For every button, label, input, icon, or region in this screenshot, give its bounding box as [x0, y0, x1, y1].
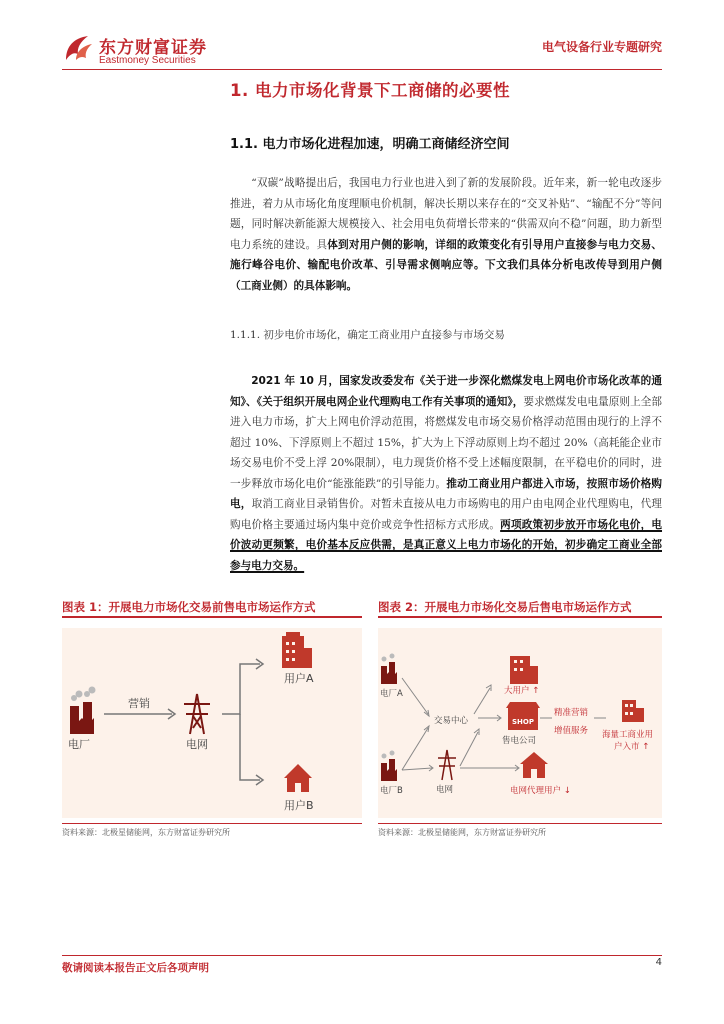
figure-1-source: 资料来源：北极星储能网，东方财富证券研究所: [62, 828, 230, 837]
big-user-building-icon: [510, 656, 538, 684]
power-plant-a-icon: [381, 654, 397, 685]
branch-arrows: [222, 659, 263, 785]
house-icon: [284, 764, 312, 792]
paragraph-1: [230, 173, 662, 296]
figure-2-mass-users-line2: 户入市 ↑: [614, 742, 650, 752]
logo-text-cn: 东方财富证券: [99, 38, 207, 58]
figure-1-title: 图表 1：开展电力市场化交易前售电市场运作方式: [62, 600, 316, 614]
paragraph-2-bold-3: 两项政策初步放开市场化电价，电价波动更频繁，电价基本反应供需，是真正意义上电力市场化的开始，初步确定工商业全部参与电力交易。: [230, 518, 663, 572]
mass-users-building-icon: [622, 700, 644, 722]
figure-2-mass-users-line1: 海量工商业用: [602, 730, 654, 740]
subsection-title: 1.1.1. 初步电价市场化，确定工商业用户直接参与市场交易: [230, 329, 505, 341]
paragraph-2-bold-1: 2021 年 10 月，国家发改委发布《关于进一步深化燃煤发电上网电价市场化改革的通知》、《关于组织开展电网企业代理购电工作有关事项的通知》，: [230, 375, 662, 408]
grid-tower-icon: [184, 694, 210, 734]
grid-tower-icon: [438, 750, 456, 780]
figure-1-user-b-label: 用户B: [284, 799, 314, 812]
figure-1-rule: [62, 616, 362, 618]
figure-2-sales-company-label: 售电公司: [502, 736, 537, 746]
section-subtitle: 1.1. 电力市场化进程加速，明确工商储经济空间: [230, 137, 510, 152]
figure-1-plant-label: 电厂: [68, 738, 90, 751]
figure-2-value-added-label: 增值服务: [554, 726, 589, 736]
paragraph-2-bold-2: 推动工商业用户都进入市场，按照市场价格购电，: [230, 477, 662, 510]
paragraph-1-normal: “双碳”战略提出后，我国电力行业也进入到了新的发展阶段。近年来，新一轮电改逐步推进，着力从市场化角度理顺电价机制，解决长期以来存在的“交叉补贴”、“输配不分”等问题，同时解决新能源大规模接入、社会用电负荷增长带来的“供需双向不稳”问题，助力新型电力系统的建设。具: [230, 177, 662, 251]
paragraph-2: [230, 371, 662, 576]
figure-2-agent-users-label: 电网代理用户 ↓: [510, 786, 571, 796]
figure-1-canvas: [62, 628, 362, 818]
paragraph-1-bold: 体到对用户侧的影响，详细的政策变化有引导用户直接参与电力交易、施行峰谷电价、输配电价改革、引导需求侧响应等。下文我们具体分析电改传导到用户侧（工商业侧）的具体影响。: [230, 238, 662, 292]
eastmoney-logo-icon: [62, 34, 96, 62]
report-type: 电气设备行业专题研究: [541, 40, 662, 54]
figure-2-source: 资料来源：北极星储能网，东方财富证券研究所: [378, 828, 546, 837]
figure-2-precise-marketing-label: 精准营销: [554, 708, 589, 718]
paragraph-2-normal-2: 取消工商业目录销售价。对暂未直接从电力市场购电的用户由电网企业代理购电，代理购电价格主要通过场内集中竞价或竞争性招标方式形成。: [230, 498, 663, 531]
power-plant-icon: [70, 687, 96, 735]
figure-1-source-rule: [62, 823, 362, 824]
figure-1-diagram: [62, 628, 362, 818]
figure-2-plant-b-label: 电厂B: [380, 786, 403, 796]
section-title: 1. 电力市场化背景下工商储的必要性: [230, 81, 510, 100]
figure-1-user-a-label: 用户A: [284, 672, 314, 685]
figure-2-title: 图表 2：开展电力市场化交易后售电市场运作方式: [378, 600, 632, 614]
figure-2-source-rule: [378, 823, 662, 824]
figure-2-trading-center-label: 交易中心: [434, 716, 469, 726]
power-plant-b-icon: [381, 751, 397, 782]
figure-2-diagram: [378, 628, 662, 818]
figure-2-shop-sign: SHOP: [512, 718, 534, 726]
footer-disclaimer: 敬请阅读本报告正文后各项声明: [62, 962, 209, 974]
header-divider: [62, 69, 662, 70]
figure-1-grid-label: 电网: [186, 738, 208, 751]
figure-2-grid-label: 电网: [436, 785, 454, 795]
figure-2-rule: [378, 616, 662, 618]
figure-2-big-user-label: 大用户 ↑: [504, 686, 540, 696]
footer-divider: [62, 955, 662, 956]
paragraph-2-normal-1: 要求燃煤发电电量原则上全部进入电力市场，扩大上网电价浮动范围，将燃煤发电市场交易价格浮动范围由现行的上浮不超过 10%、下浮原则上不超过 15%，扩大为上下浮动原则上均不超过 20%（高耗能企业市场交易电价不受上浮 20%限制），电力现货价格不受上述幅度限制，在平稳电价的同时，进一步释放市场化电价“能涨能跌”的引导能力。: [230, 395, 662, 490]
figure-1-marketing-label: 营销: [128, 697, 150, 710]
figure-2-plant-a-label: 电厂A: [380, 689, 403, 699]
agent-user-house-icon: [520, 752, 548, 778]
page-number: 4: [655, 957, 662, 968]
logo-text-en: Eastmoney Securities: [99, 55, 196, 66]
building-icon: [282, 632, 312, 668]
